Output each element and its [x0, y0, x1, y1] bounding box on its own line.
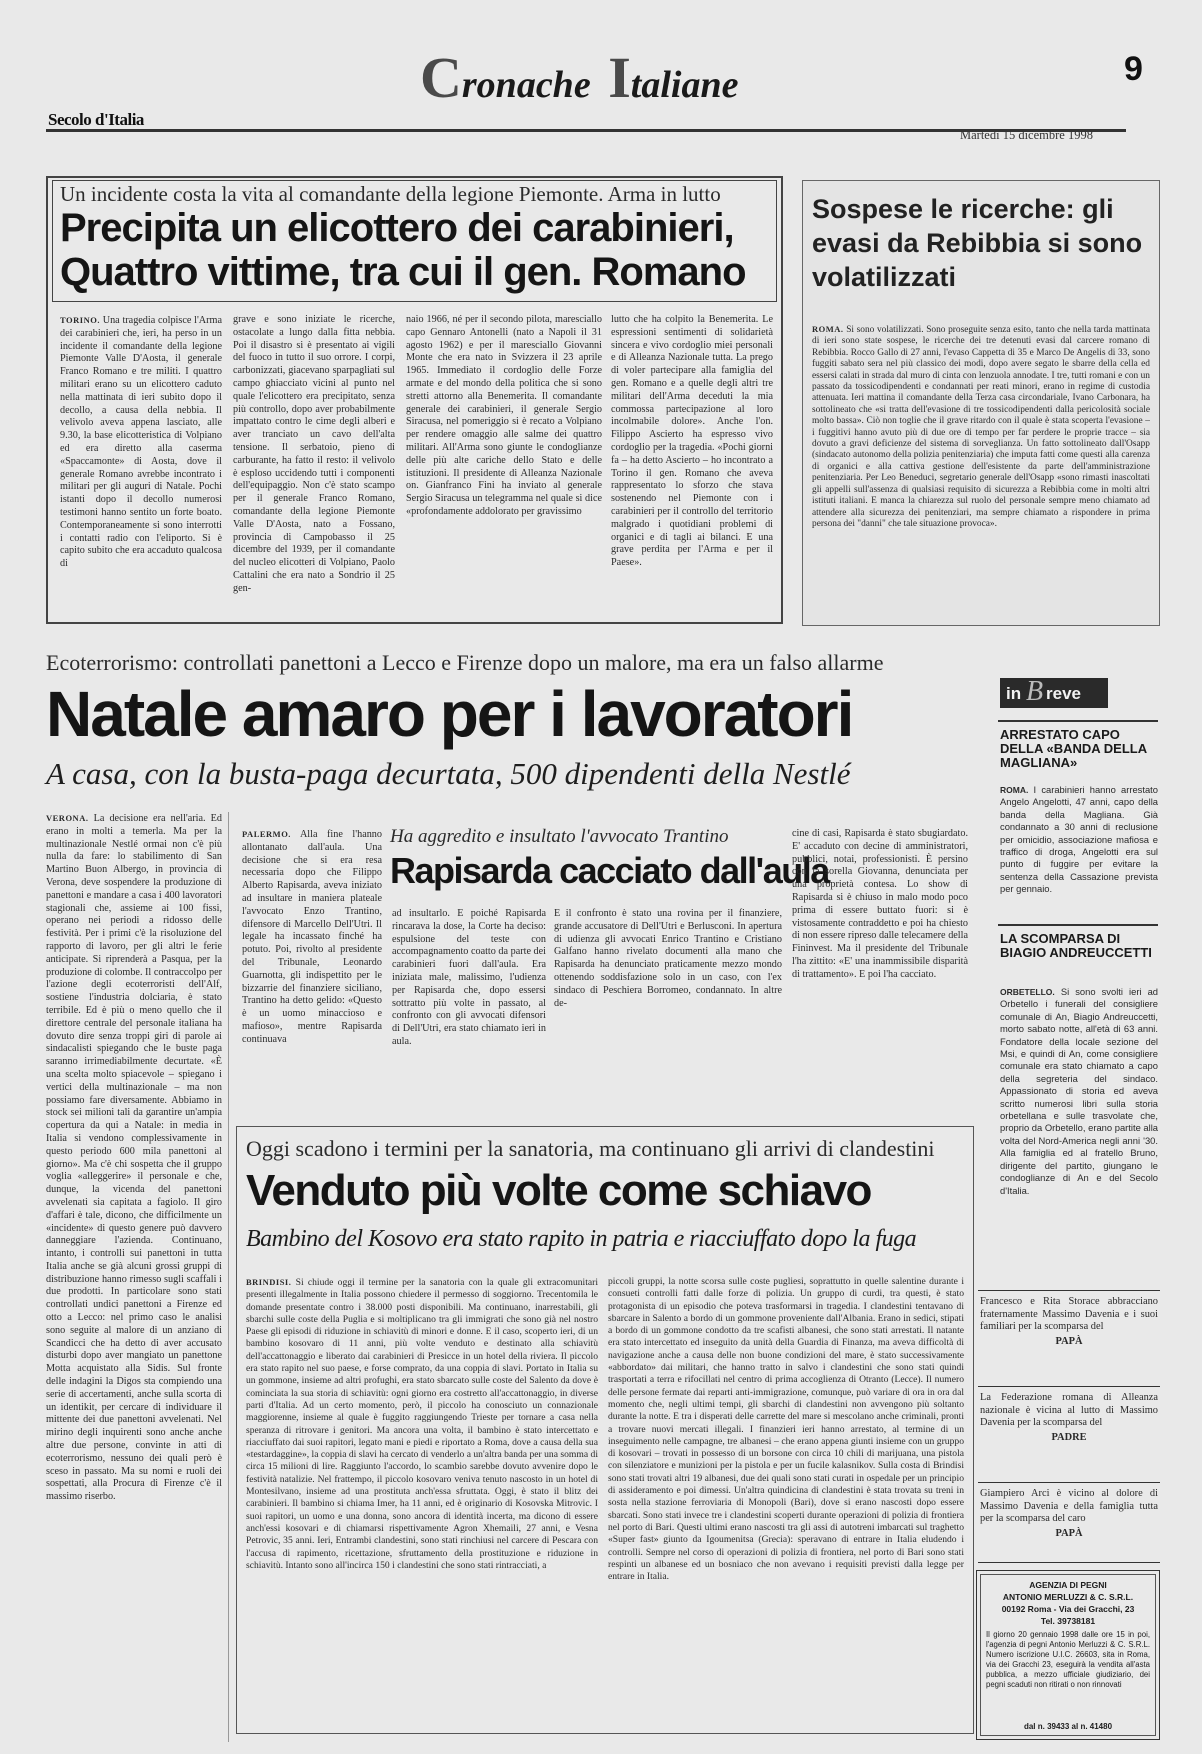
dateline: ORBETELLO.	[1000, 987, 1055, 997]
agency-ad-text: Il giorno 20 gennaio 1998 dalle ore 15 in poi, l'agenzia di pegni Antonio Merluzzi & C. S.R.L. Numero iscrizione U.I.C. 26603, sita in Roma, via dei Gracchi 23, eseguirà la vendita all'asta pubblica, a mezzo ufficiale giudiziario, dei pegni scaduti non ritirati o non rinnovati	[986, 1630, 1150, 1689]
dateline: VERONA.	[46, 813, 89, 823]
obituary-rule	[978, 1562, 1160, 1563]
article-column	[792, 828, 968, 1092]
brief-text	[1000, 784, 1158, 936]
obituary-text: Francesco e Rita Storace abbracciano fraternamente Massimo Davenia e i suoi familiari per la scomparsa del	[980, 1296, 1158, 1333]
article-headline: Sospese le ricerche: gli evasi da Rebibbia si sono volatilizzati	[812, 194, 1143, 292]
agency-ad-phone: Tel. 39738181	[1040, 1616, 1096, 1626]
article-headline: Venduto più volte come schiavo	[246, 1166, 871, 1215]
article-column	[608, 1276, 964, 1726]
in-breve-label	[1000, 678, 1108, 708]
article-subheadline: Bambino del Kosovo era stato rapito in patria e riacciuffato dopo la fuga	[246, 1226, 917, 1252]
brief-text	[1000, 986, 1158, 1274]
issue-date: Martedì 15 dicembre 1998	[960, 128, 1093, 142]
article-kicker: Oggi scadono i termini per la sanatoria, ma continuano gli arrivi di clandestini	[246, 1136, 935, 1161]
brief-title: LA SCOMPARSA DI BIAGIO ANDREUCCETTI	[1000, 931, 1152, 960]
article-subheadline: A casa, con la busta-paga decurtata, 500 dipendenti della Nestlé	[46, 756, 851, 791]
dateline: TORINO.	[60, 315, 100, 325]
article-column	[554, 908, 782, 1092]
article-text: ad insultarlo. E poiché Rapisarda rincarava la dose, la Corte ha deciso: espulsione del teste con accompagnamento coatto da parte dei carabinieri fuori dall'aula. Era iniziata male, malissimo, l'udienza per Rapisarda che, dopo essersi sottratto più volte in passato, al confronto con gli avvocati difensori di Dell'Utri, era stato chiamato ieri in aula.	[392, 908, 546, 1047]
article-headline: Precipita un elicottero dei carabinieri,	[60, 206, 734, 250]
agency-ad-title: AGENZIA DI PEGNI	[1029, 1580, 1107, 1590]
obituary-name: PAPÀ	[1055, 1335, 1083, 1347]
obituary-rule	[978, 1482, 1160, 1483]
article-column	[812, 324, 1150, 620]
article-headline: Rapisarda cacciato dall'aula	[390, 850, 829, 891]
article-column	[60, 314, 222, 614]
sidebar-rule	[998, 720, 1158, 722]
article-column	[246, 1276, 598, 1726]
agency-ad-footer: dal n. 39433 al n. 41480	[1023, 1722, 1113, 1731]
in-breve-b: B	[1026, 676, 1044, 707]
in-breve-rest: reve	[1046, 684, 1081, 703]
obituary-rule	[978, 1290, 1160, 1291]
section-title-initial: C	[420, 45, 462, 110]
dateline: ROMA.	[812, 324, 844, 334]
article-text: grave e sono iniziate le ricerche, ostacolate a lungo dalla fitta nebbia. Poi il disastro si è presentato ai vigili del fuoco in tutto il suo orrore. I corpi, carbonizzati, giacevano sparpagliati sul campo ghiacciato vicini al punto nel quale l'elicottero era precipitato, senza più controllo, dopo aver probabilmente impattato contro le cime degli alberi e aver tranciato un cavo dell'alta tensione. Il serbatoio, pieno di carburante, ha fatto il resto: il velivolo è esploso uccidendo tutti i componenti dell'equipaggio. Non c'è stato scampo per il generale Franco Romano, comandante della legione Piemonte Valle D'Aosta, nato a Fossano, provincia di Campobasso il 25 dicembre del 1939, per il comandante del nucleo elicotteri di Volpiano, Paolo Cattalini che era nato a Sondrio il 25 gen-	[233, 314, 395, 594]
article-text: lutto che ha colpito la Benemerita. Le espressioni sentimenti di solidarietà sincera e vivo cordoglio miei personali e di Alleanza Nazionale tutta. La prego di voler partecipare alla famiglia del gen. Romano e a quelle degli altri tre militari dell'Arma deceduti la mia commossa partecipazione al loro incolmabile dolore». Anche l'on. Filippo Ascierto ha espresso vivo cordoglio per la tragedia. «Pochi giorni fa – ha detto Ascierto – ho incontrato a Torino il gen. Romano che aveva rappresentato lo sforzo che stava sostenendo nel Piemonte con i carabinieri per il controllo del territorio malgrado i quotidiani problemi di organici e di tagli ai bilanci. E una grave perdita per l'Arma e per il Paese».	[611, 314, 773, 569]
obituary-rule	[978, 1386, 1160, 1387]
section-title-word: ronache	[461, 64, 591, 106]
sidebar-rule	[998, 924, 1158, 926]
obituary-notice	[980, 1392, 1158, 1472]
article-kicker: Ecoterrorismo: controllati panettoni a Lecco e Firenze dopo un malore, ma era un falso allarme	[46, 650, 884, 675]
obituary-notice	[980, 1296, 1158, 1376]
section-title-initial: I	[608, 45, 631, 110]
article-column	[233, 314, 395, 614]
section-title	[420, 44, 738, 111]
dateline: ROMA.	[1000, 785, 1029, 795]
article-text: Si sono volatilizzati. Sono proseguite senza esito, tanto che nella tarda mattinata di ieri sono state sospese, le ricerche dei tre detenuti evasi dal carcere romano di Rebibbia. Rocco Gallo di 27 anni, l'evaso Cappetta di 35 e Marco De Angelis di 33, sono fuggiti sabato sera nel più classico dei modi, dopo avere segato le sbarre della cella ed essersi calati in strada dal muro di cinta con lenzuola annodate. I tre, tutti romani e con un passato da tossicodipendenti e condannati per reati minori, erano in regime di custodia attenuata. Ieri mattina il comandante della Terza casa circondariale, Ivano Carbonara, ha sottolineato che «si tratta dell'evasione di tre tossicodipendenti dalla pericolosità sociale molto bassa». Ciò non toglie che il grave ritardo con il quale è stata scoperta l'evasione – i fuggitivi hanno avuto più di due ore di tempo per far perdere le proprie tracce – sia dovuto a gravi deficienze del sistema di sorveglianza. Un fatto sottolineato dall'Osapp (sindacato autonomo della polizia penitenziaria) che imputa fatti come questi alla carenza di organici e alla cattiva gestione dell'esistente da parte dell'amministrazione penitenziaria. Per Leo Beneduci, segretario generale dell'Osapp «sono rimasti inascoltati gli appelli sull'assenza di qualsiasi requisito di sicurezza a Rebibbia come in molti altri istituti italiani. E manca la chiarezza sul ruolo del personale sempre meno chiamato ad attendere alla sicurezza dei penitenziari, ma sempre chiamato a rispondere in prima persona dei "danni" che tale situazione provoca».	[812, 325, 1150, 529]
agency-ad-company: ANTONIO MERLUZZI & C. S.R.L.	[1002, 1592, 1134, 1602]
in-breve-in: in	[1006, 684, 1022, 703]
dateline: PALERMO.	[242, 829, 291, 839]
article-column	[406, 314, 602, 614]
obituary-name: PADRE	[1051, 1431, 1087, 1443]
column-divider	[228, 812, 229, 1742]
article-text: Si chiude oggi il termine per la sanatoria con la quale gli extracomunitari presenti illegalmente in Italia possono chiedere il permesso di soggiorno. Trecentomila le domande presentate contro i 38.000 posti disponibili. Ma continuano, inarrestabili, gli sbarchi sulle coste della Puglia e si moltiplicano tra gli immigrati che sono già nel nostro Paese gli episodi di riduzione in schiavitù di minori e donne. E il caso, scoperto ieri, di un bambino kosovaro di 11 anni, più volte venduto e destinato alla schiavitù dell'accattonaggio e liberato dai carabinieri di Presicce in un hotel della riviera. Il piccolo era stato rapito nel suo paese, e forse comprato, da una coppia di slavi. Portato in Italia su un gommone, insieme ad altri profughi, era stato sbarcato sulle coste del Salento da dove è cominciata la sua storia di schiavitù: ogni giorno era costretto all'accattonaggio, in diverse parti d'Italia. Ad un certo momento, però, il piccolo ha conosciuto un connazionale maggiorenne, insieme al quale è fuggito raggiungendo Trieste per tornare a casa nella speranza di ritrovare i genitori. Ma ancora una volta, il bambino è stato intercettato e riacciuffato dai suoi rapitori, legato mani e piedi e riportato a Roma, dove a causa della sua «testardaggine», la coppia di slavi ha cercato di venderlo a un'altra banda per una somma di circa 15 milioni di lire. Raggiunto l'accordo, lo scambio sarebbe dovuto avvenire dopo le festività natalizie. Nel frattempo, il piccolo kosovaro veniva tenuto nascosto in un hotel di Montesilvano, insieme ad una prostituta anch'essa sfruttata. Oggi, è stato il blitz dei carabinieri. Il bambino si chiama Imer, ha 11 anni, ed è originario di Kosovska Mitrovic. I suoi rapitori, un uomo e una donna, sono ancora di identità incerta, ma dicono di essere anch'essi kosovari e di chiamarsi rispettivamente Agron Xhemaili, 27 anni, e Vesna Petrovic, 35 anni. Ieri, Entrambi clandestini, sono stati rinchiusi nel carcere di Pescara con l'accusa di rapimento, ricettazione, sfruttamento della prostituzione e riduzione in schiavitù. Intanto sono all'incirca 150 i clandestini che sono stati rintracciati, a	[246, 1277, 598, 1571]
obituary-text: Giampiero Arci è vicino al dolore di Massimo Davenia e della famiglia tutta per la scomparsa del caro	[980, 1488, 1158, 1525]
article-column	[242, 828, 382, 1092]
brief-title: ARRESTATO CAPO DELLA «BANDA DELLA MAGLIANA»	[1000, 727, 1147, 770]
article-text: naio 1966, né per il secondo pilota, maresciallo capo Gennaro Antonelli (nato a Napoli il 31 agosto 1962) e per il maresciallo Giovanni Monte che era nato in Svizzera il 23 aprile 1965. Immediato il cordoglio delle Forze armate e del mondo della politica che si sono stretti attorno alla Benemerita. Il comandante generale dei carabinieri, il generale Sergio Siracusa, nel pomeriggio si è recato a Volpiano per rendere omaggio alle salme dei quattro militari. All'Arma sono giunte le condoglianze delle più alte cariche dello Stato e delle istituzioni. Il presidente di Alleanza Nazionale on. Gianfranco Fini ha inviato al generale Sergio Siracusa un telegramma nel quale si dice «profondamente addolorato per gravissimo	[406, 314, 602, 517]
section-title-word: taliane	[630, 64, 739, 106]
article-text: piccoli gruppi, la notte scorsa sulle coste pugliesi, soprattutto in quelle salentine durante i consueti controlli fatti dalle forze di polizia. Un gruppo di curdi, tra questi, è stato protagonista di un episodio che poteva trasformarsi in tragedia. I clandestini tentavano di sbarcare in Salento a bordo di un gommone proveniente dall'Albania. Erano in sedici, stipati a bordo di un gommone condotto da tre scafisti albanesi, che sono stati arrestati. Il natante era stato intercettato ed inseguito da unità della Guardia di Finanza, ma aveva difficoltà di navigazione anche a causa delle non buone condizioni del mare, è stato successivamente «abbordato» dai militari, che hanno tratto in salvo i clandestini che sono stati quindi trasportati a terra e rifocillati nel centro di prima accoglienza di Otranto (Lecce). Il numero delle persone fermate dai reparti anti-immigrazione, comunque, può variare di ora in ora dal momento che, negli ultimi tempi, gli sbarchi di clandestini non avvengono più soltanto durante la notte. E tra i disperati delle carrette del mare si mescolano anche criminali, pronti a trovare nuovi mercati illegali. I finanzieri ieri hanno arrestato, al termine di un inseguimento nelle campagne, tre albanesi – che erano appena giunti insieme con un gruppo di kosovari – trovati in possesso di un borsone con circa 10 chili di marijuana, una pistola con silenziatore e munizioni per la pistola e per un fucile kalasnikov. Sulla costa di Brindisi sono stati trovati altri 19 albanesi, due dei quali sono stati curati in ospedale per un principio di assideramento e poi dimessi. Un'altra quindicina di clandestini è stata trovata su treni in sosta nella stazione ferroviaria di Monopoli (Bari), dove si erano nascosti dopo essere sbarcati. Sono stati invece tre i clandestini scoperti durante operazioni di polizia di frontiera nel porto di Bari. Questi ultimi erano nascosti tra gli assi di autotreni imbarcati sul traghetto «Super fast» giunto da Igoumenitsa (Grecia): speravano di entrare in Italia eludendo i controlli. Sempre nel corso di operazioni di polizia di frontiera, nel porto di Bari sono stati respinti un albanese ed un bosniaco che non avevano i requisiti previsti dalla legge per entrare in Italia.	[608, 1276, 964, 1583]
brief-body: Si sono svolti ieri ad Orbetello i funerali del consigliere comunale di An, Biagio Andreuccetti, morto sabato notte, all'età di 63 anni. Fondatore della locale sezione del Msi, e quindi di An, come consigliere comunale era stato chiamato a capo della segreteria del sindaco. Appassionato di storia ed aveva scritto numerosi libri sulla storia orbetellana e sulle trasvolate che, proprio da Orbetello, erano partite alla volta del Nord-America negli anni '30. Alla famiglia ed al fratello Bruno, dirigente del partito, giungano le condoglianze di An e del Secolo d'Italia.	[1000, 986, 1158, 1196]
article-text: La decisione era nell'aria. Ed erano in molti a temerla. Ma per la multinazionale Nestlé ormai non c'è più nulla da fare: lo stabilimento di San Martino Buon Albergo, in provincia di Verona, deve sospendere la produzione di panettoni e mandare a casa i 400 lavoratori stagionali che, assieme ai 100 fissi, operano nei periodi a ridosso delle festività. Per i primi c'è la risoluzione del rapporto di lavoro, per gli altri le ferie anticipate. Si riprenderà a Pasqua, per la produzione di colombe. Il contraccolpo per l'azione degli ecoterroristi dell'Alf, sostiene l'industria dolciaria, è stato terribile. Ed è più o meno quello che il direttore centrale del personale italiana ha dovuto dire senza troppi giri di parole ai sindacalisti spiegando che le buste paga saranno irrimediabilmente decurtate. «È una scelta molto spiacevole – spiegano i vertici della multinazionale – ma non possiamo fare diversamente. Abbiamo in stock sei milioni tali da garantire un'ampia copertura da qui a Natale: in media in Italia si vendono complessivamente in questo periodo 600 mila panettoni al giorno». Ma c'è chi sospetta che il gruppo voglia «alleggerire» il personale e che, dunque, la vicenda del panettoni avvelenati sia capitata a fagiolo. Il giro d'affari è tale, dicono, che difficilmente un «incidente» di questo genere può davvero danneggiare l'azienda. Continuano, intanto, i controlli sui panettoni in tutta Italia anche se già alcuni grossi gruppi di distribuzione hanno rimesso sugli scaffali i due prodotti. In particolare sono stati controllati undici panettoni a Firenze ed otto a Lecco: nel primo caso le analisi sono seguite al malore di un anziano di Scandicci che ha detto di aver accusato disturbi dopo aver mangiato un panettone Motta acquistato alla Sidis. Sul fronte delle indagini la Digos sta compiendo una serie di accertamenti, anche sulla scorta di un identikit, per cercare di individuare il mittente dei due panettoni avvelenati. Nel mirino degli inquirenti sono anche anche altre due persone, convinte in atti di ecoterrorismo, nessuno dei quali però è sceso in passato. Ma su nomi e ruoli dei sospettati, alla Procura di Firenze c'è il massimo riserbo.	[46, 813, 222, 1503]
section-header	[0, 0, 1202, 150]
newspaper-name: Secolo d'Italia	[48, 110, 144, 129]
dateline: BRINDISI.	[246, 1277, 292, 1287]
obituary-notice	[980, 1488, 1158, 1556]
article-column	[46, 812, 222, 1744]
obituary-text: La Federazione romana di Alleanza nazionale è vicina al lutto di Massimo Davenia per la scomparsa del	[980, 1392, 1158, 1429]
article-text: Una tragedia colpisce l'Arma dei carabinieri che, ieri, ha perso in un incidente il comandante della legione Piemonte Valle D'Aosta, il generale Franco Romano e tre militi. I quattro militari erano su un elicottero caduto nella mattinata di ieri subito dopo il decollo, a causa della nebbia. Il velivolo aveva appena lasciato, alle 9.30, la base elicotteristica di Volpiano ed era diretto alla caserma «Spaccamonte» di Aosta, dove il generale Romano avrebbe incontrato i militari per gli auguri di Natale. Pochi istanti dopo il decollo numerosi testimoni hanno sentito un forte boato. Contemporaneamente si sono interrotti i contatti radio con l'eliporto. Si è capito subito che era accaduto qualcosa di	[60, 315, 222, 570]
agency-ad-address: 00192 Roma - Via dei Gracchi, 23	[1001, 1604, 1135, 1614]
article-kicker: Un incidente costa la vita al comandante della legione Piemonte. Arma in lutto	[60, 182, 721, 206]
article-headline: Quattro vittime, tra cui il gen. Romano	[60, 250, 746, 294]
obituary-name: PAPÀ	[1055, 1527, 1083, 1539]
article-text: E il confronto è stato una rovina per il finanziere, grande accusatore di Dell'Utri e Berlusconi. In apertura di udienza gli avvocati Enrico Trantino e Cristiano Galfano hanno rivelato documenti alla mano che Rapisarda ha denunciato praticamente mezzo mondo ottenendo soddisfazione solo in un caso, con l'ex sindaco di Peschiera Borromeo, condannato. In altre de-	[554, 908, 782, 1009]
article-text: cine di casi, Rapisarda è stato sbugiardato. E' accaduto con decine di amministratori, pubblici, notai, professionisti. È persino con la sorella Giovanna, denunciata per una proprietà contesa. Lo show di Rapisarda si è chiuso in malo modo poco prima di essere buttato fuori: si è vistosamente contraddetto e poi ha chiesto di non essere ripreso dalle telecamere della Fininvest. Ma il presidente del Tribunale l'ha zittito: «E' una inammissibile disparità di trattamento». E poi l'ha cacciato.	[792, 828, 968, 980]
article-text: Alla fine l'hanno allontanato dall'aula. Una decisione che si era resa necessaria dopo che Filippo Alberto Rapisarda, aveva iniziato ad insultare in maniera plateale l'avvocato Enzo Trantino, difensore di Marcello Dell'Utri. Il legale ha incassato finché ha potuto. Poi, rivolto al presidente del Tribunale, Leonardo Guarnotta, gli indispettito per le bizzarrie del finanziere siciliano, Trantino ha detto gelido: «Questo è un uomo minaccioso e mafioso», mentre Rapisarda continuava	[242, 829, 382, 1045]
article-kicker: Ha aggredito e insultato l'avvocato Trantino	[390, 826, 729, 847]
article-column	[392, 908, 546, 1092]
brief-body: I carabinieri hanno arrestato Angelo Angelotti, 47 anni, capo della banda della Magliana. Già condannato a 30 anni di reclusione per omicidio, associazione mafiosa e traffico di droga, Angelotti era sul punto di fuggire per evitare la sentenza della Cassazione prevista per gennaio.	[1000, 784, 1158, 895]
page-number: 9	[1124, 50, 1143, 88]
article-column	[611, 314, 773, 614]
article-headline: Natale amaro per i lavoratori	[46, 678, 853, 750]
